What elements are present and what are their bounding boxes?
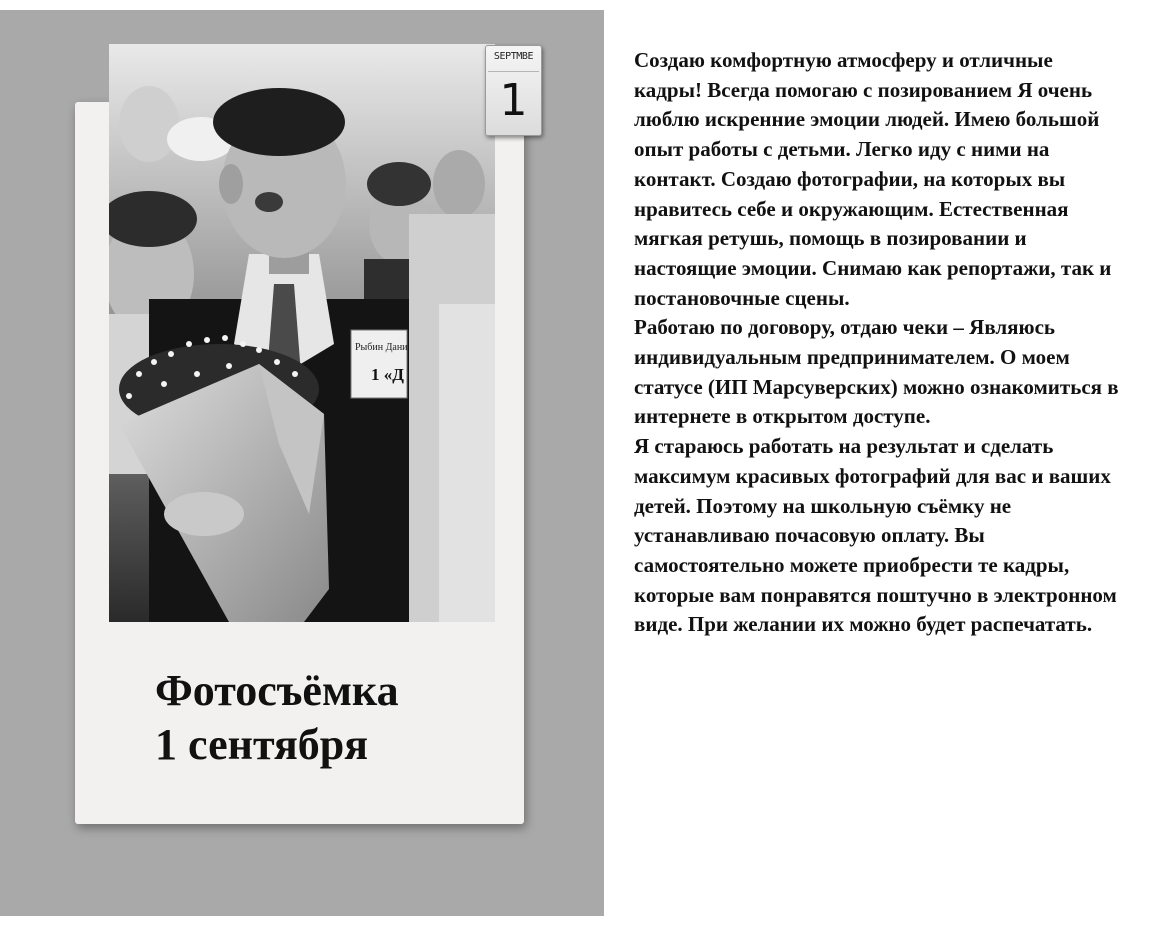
poster-title [155,664,515,772]
poster-title-line-1: Фотосъёмка [155,666,399,715]
description-paragraph: Работаю по договору, отдаю чеки – Являюсь индивидуальным предпринимателем. О моем статусе (ИП Марсуверских) можно ознакомиться в интернете в открытом доступе. [634,315,1119,429]
description-paragraph: Я стараюсь работать на результат и сделать максимум красивых фотографий для вас и ваших детей. Поэтому на школьную съёмку не устанавливаю почасовую оплату. Вы самостоятельно можете приобрести те кадры, которые вам понравятся поштучно в электронном виде. При желании их можно будет распечатать. [634,434,1117,637]
service-description [634,46,1124,640]
badge-name: Рыбин Дани [355,342,408,353]
calendar-month: SEPTMBE [493,51,534,62]
calendar-icon [485,45,542,136]
school-boy-photo [109,44,495,622]
poster-title-line-2: 1 сентября [155,720,369,769]
badge-class: 1 «Д [371,365,404,384]
calendar-day: 1 [499,75,528,126]
description-paragraph: Создаю комфортную атмосферу и отличные кадры! Всегда помогаю с позированием Я очень люблю искренние эмоции людей. Имею большой опыт работы с детьми. Легко иду с ними на контакт. Создаю фотографии, на которых вы нравитесь себе и окружающим. Естественная мягкая ретушь, помощь в позировании и настоящие эмоции. Снимаю как репортажи, так и постановочные сцены. [634,48,1112,310]
